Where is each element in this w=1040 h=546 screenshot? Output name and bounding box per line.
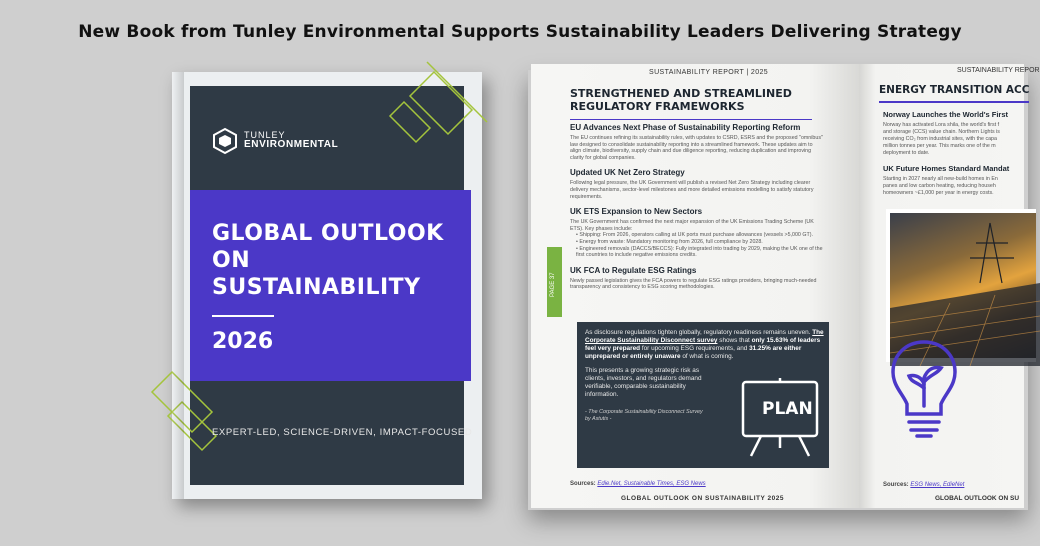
page-footer: GLOBAL OUTLOOK ON SU — [935, 495, 1020, 502]
cover-title-panel — [190, 190, 471, 381]
article-line: panes and low carbon heating, reducing househ — [883, 183, 996, 189]
article-heading: UK ETS Expansion to New Sectors — [570, 207, 703, 217]
left-page — [531, 64, 859, 508]
page-tab — [547, 247, 562, 317]
page-number: PAGE 37 — [550, 272, 556, 297]
article-line: homeowners ~£1,000 per year in energy costs. — [883, 190, 994, 196]
callout-box — [577, 322, 829, 468]
cover-title: GLOBAL OUTLOOK ON SUSTAINABILITY — [212, 221, 444, 300]
sources: Sources: ESG News, EdieNet — [883, 482, 965, 488]
article-text: The EU continues refining its sustainability rules, with updates to CSRD, ESRS and the proposed "omnibus" law designed to consolidate sustainability reporting into a streamlined framework. These updates aim to align climate, biodiversity, supply chain and due diligence reporting, reducing duplication and improving clarity for global companies. — [570, 135, 823, 161]
bullet-item: • Shipping: From 2026, operators calling at UK ports must purchase allowances (vessels >5,000 GT). — [576, 232, 813, 239]
article-heading: UK FCA to Regulate ESG Ratings — [570, 265, 697, 275]
article-line: Norway has activated Lora shila, the world's first f — [883, 122, 1000, 128]
page-body — [570, 87, 830, 291]
article-line: Starting in 2027 nearly all new-build homes in En — [883, 176, 998, 182]
divider — [212, 315, 274, 317]
article-line: receiving CO₂ from industrial sites, with the capa — [883, 136, 997, 142]
book-cover — [172, 72, 482, 499]
callout-text: As disclosure regulations tighten globally, regulatory readiness remains uneven. The Corporate Sustainability Disconnect survey shows that only 15.63% of leaders feel very prepared for upcoming ESG requirements, and 31.25% are either unprepared or entirely unaware of what is coming. — [585, 329, 824, 360]
cover-year: 2026 — [212, 329, 274, 354]
article-line: million tonnes per year. This marks one of the m — [883, 143, 996, 149]
logo-line2: ENVIRONMENTAL — [244, 139, 339, 151]
page-footer: GLOBAL OUTLOOK ON SUSTAINABILITY 2025 — [621, 495, 784, 502]
article-text: Following legal pressure, the UK Government will publish a revised Net Zero Strategy including clearer delivery mechanisms, sector-level milestones and more detailed emissions modelling to satisfy statutory requirements. — [570, 180, 814, 200]
callout-citation: - The Corporate Sustainability Disconnect Survey by Astutis - — [585, 409, 703, 422]
cover-tagline: EXPERT-LED, SCIENCE-DRIVEN, IMPACT-FOCUSED — [212, 427, 473, 438]
company-logo — [212, 128, 338, 154]
article-heading: Norway Launches the World's First — [883, 110, 1009, 119]
section-title: STRENGTHENED AND STREAMLINED REGULATORY FRAMEWORKS — [570, 87, 792, 113]
callout-text-2: This presents a growing strategic risk as clients, investors, and regulators demand verifiable, comparable sustainability information. — [585, 367, 702, 398]
article-line: deployment to date. — [883, 150, 930, 156]
cover-spine — [172, 72, 184, 499]
sources: Sources: Edie.Net, Sustainable Times, ESG News — [570, 481, 706, 487]
right-page — [859, 64, 1040, 508]
tunley-logo-icon — [212, 128, 238, 154]
article-text: The UK Government has confirmed the next major expansion of the UK Emissions Trading Scheme (UK ETS). Key phases include: — [570, 219, 814, 232]
logo-line1: TUNLEY — [244, 130, 286, 141]
plan-board-text: PLAN — [762, 399, 813, 419]
page-header: SUSTAINABILITY REPOR — [957, 67, 1040, 74]
survey-link[interactable]: The Corporate Sustainability Disconnect survey — [585, 329, 824, 344]
article-heading: EU Advances Next Phase of Sustainability Reporting Reform — [570, 119, 812, 132]
article-line: and storage (CCS) value chain. Northern Lights is — [883, 129, 1000, 135]
page-header: SUSTAINABILITY REPORT | 2025 — [649, 69, 769, 76]
lightbulb-icon — [889, 336, 959, 448]
article-text: Newly passed legislation gives the FCA powers to regulate ESG ratings providers, bringing much-needed transparency and consistency to ESG scoring methodologies. — [570, 277, 817, 291]
sources-links[interactable]: ESG News, EdieNet — [910, 482, 965, 488]
divider — [879, 101, 1029, 103]
article-heading: Updated UK Net Zero Strategy — [570, 168, 685, 178]
headline: New Book from Tunley Environmental Supports Sustainability Leaders Delivering Strategy — [78, 22, 962, 42]
sources-links[interactable]: Edie.Net, Sustainable Times, ESG News — [597, 481, 706, 487]
article-heading: UK Future Homes Standard Mandat — [883, 164, 1010, 173]
bullet-item: • Energy from waste: Mandatory monitoring from 2026, full compliance by 2028. — [576, 238, 763, 245]
section-title: ENERGY TRANSITION ACC — [879, 84, 1030, 96]
bullet-item: • Engineered removals (DACCS/BECCS): Fully integrated into trading by 2029, making the UK one of the first countries to include negative emissions credits. — [576, 245, 823, 259]
